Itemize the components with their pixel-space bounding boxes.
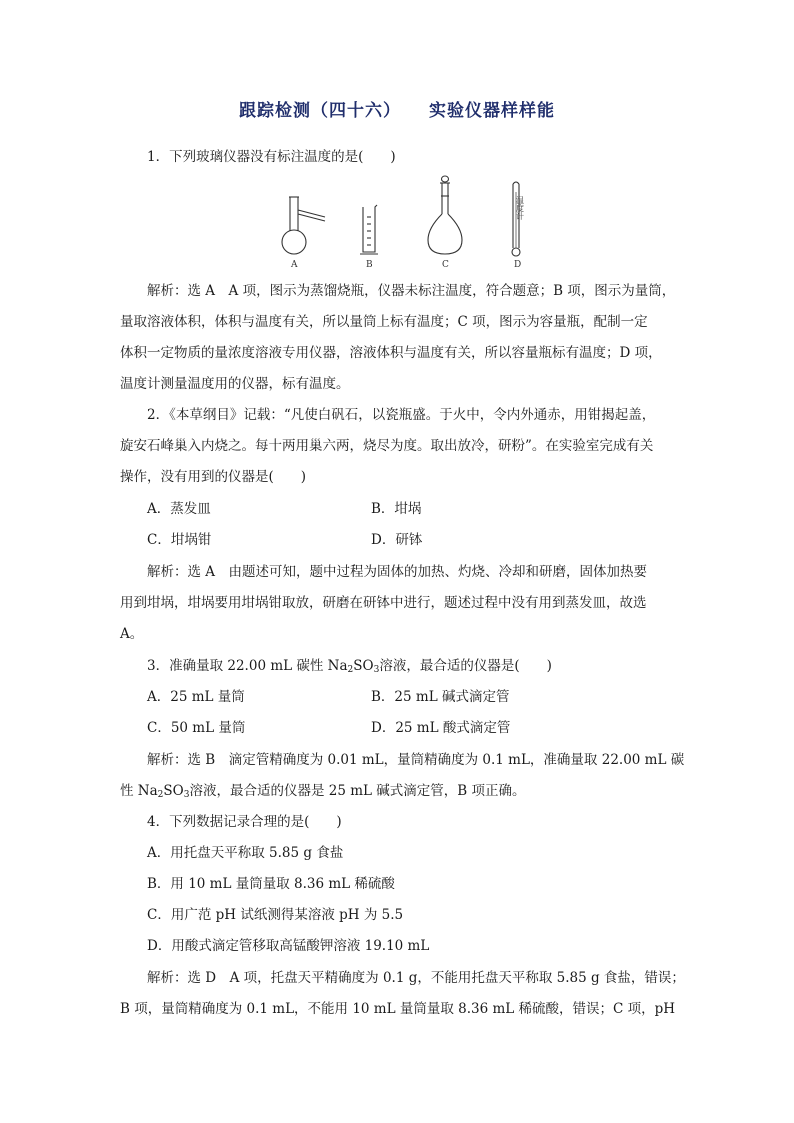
label-a: A <box>291 260 298 270</box>
q4-option-b: B．用 10 mL 量筒量取 8.36 mL 稀硫酸 <box>147 876 395 892</box>
q2-analysis-line: 用到坩埚，坩埚要用坩埚钳取放，研磨在研钵中进行，题述过程中没有用到蒸发皿，故选 <box>120 595 647 611</box>
q2-option-d: D．研钵 <box>371 532 423 548</box>
q2-option-c: C．坩埚钳 <box>147 532 212 548</box>
q4-option-a: A．用托盘天平称取 5.85 g 食盐 <box>147 845 344 861</box>
q2-option-b: B．坩埚 <box>371 501 422 517</box>
q3-option-a: A．25 mL 量筒 <box>147 689 245 705</box>
graduated-cylinder-icon <box>360 205 378 254</box>
q3-option-d: D．25 mL 酸式滴定管 <box>371 720 511 736</box>
title-sub: 实验仪器样样能 <box>429 101 555 121</box>
thermometer-label: 温度计 <box>515 196 525 220</box>
title-main: 跟踪检测（四十六） <box>239 101 401 121</box>
q2-analysis-line: 解析：选 A 由题述可知，题中过程为固体的加热、灼烧、冷却和研磨，固体加热要 <box>147 564 648 580</box>
q3-option-c: C．50 mL 量筒 <box>147 720 246 736</box>
volumetric-flask-icon <box>428 176 462 254</box>
q4-analysis-line: B 项，量筒精确度为 0.1 mL，不能用 10 mL 量筒量取 8.36 mL 稀硫酸，错误；C 项，pH <box>120 1001 676 1017</box>
label-b: B <box>366 260 373 270</box>
distillation-flask-icon <box>282 197 325 254</box>
glassware-illustration <box>270 172 540 272</box>
q4-option-d: D．用酸式滴定管移取高锰酸钾溶液 19.10 mL <box>147 938 430 954</box>
q1-analysis-line: 温度计测量温度用的仪器，标有温度。 <box>120 376 350 392</box>
q1-analysis-line: 解析：选 A A 项，图示为蒸馏烧瓶，仪器未标注温度，符合题意；B 项，图示为量筒， <box>147 283 676 299</box>
q3-analysis-line: 解析：选 B 滴定管精确度为 0.01 mL，量筒精确度为 0.1 mL，准确量取 22.00 mL 碳 <box>147 752 685 768</box>
q1-stem: 1．下列玻璃仪器没有标注温度的是( ) <box>147 149 396 165</box>
q2-option-a: A．蒸发皿 <box>147 501 211 517</box>
apparatus-figure <box>270 172 540 272</box>
q4-option-c: C．用广范 pH 试纸测得某溶液 pH 为 5.5 <box>147 907 404 923</box>
label-c: C <box>442 260 449 270</box>
q2-stem-line: 旋安石峰巢入内烧之。每十两用巢六两，烧尽为度。取出放冷，研粉”。在实验室完成有关 <box>120 438 654 454</box>
q4-analysis-line: 解析：选 D A 项，托盘天平精确度为 0.1 g，不能用托盘天平称取 5.85 g 食盐，错误； <box>147 970 685 986</box>
q3-option-b: B．25 mL 碱式滴定管 <box>371 689 510 705</box>
q1-analysis-line: 量取溶液体积，体积与温度有关，所以量筒上标有温度；C 项，图示为容量瓶，配制一定 <box>120 314 648 330</box>
q2-analysis-line: A。 <box>120 626 144 642</box>
q2-stem-line: 操作，没有用到的仪器是( ) <box>120 469 307 485</box>
label-d: D <box>514 260 522 270</box>
q1-analysis-line: 体积一定物质的量浓度溶液专用仪器，溶液体积与温度有关，所以容量瓶标有温度；D 项， <box>120 345 662 361</box>
q3-analysis-line: 性 $Na_2SO_3$溶液，最合适的仪器是 25 mL 碱式滴定管，B 项正确。 <box>120 783 526 800</box>
q4-stem: 4．下列数据记录合理的是( ) <box>147 814 342 830</box>
q3-stem: 3．准确量取 22.00 mL 碳性 $Na_2SO_3$溶液，最合适的仪器是( ) <box>147 658 552 675</box>
page-title <box>0 96 794 121</box>
q2-stem-line: 2．《本草纲目》记载：“凡使白矾石，以瓷瓶盛。于火中，令内外通赤，用钳揭起盖， <box>147 407 656 423</box>
